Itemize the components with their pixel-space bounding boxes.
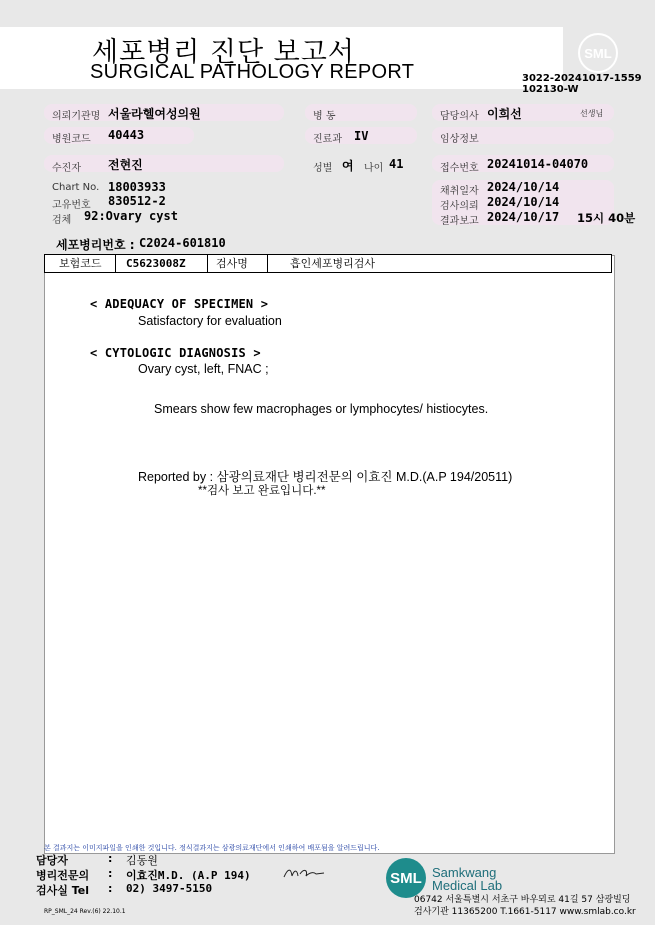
lab-logo: SML: [386, 858, 426, 898]
insurance-divider: [115, 255, 116, 272]
institution-label: 의뢰기관명: [52, 111, 101, 122]
result-label: 결과보고: [440, 216, 479, 227]
sex-value: 여: [342, 159, 354, 173]
institution-value: 서울라헬여성의원: [108, 107, 201, 121]
lab-address: 06742 서울특별시 서초구 바우뫼로 41길 57 삼광빌딩 검사기관 11365200 T.1661-5117 www.smlab.co.kr: [414, 895, 636, 917]
reported-by: Reported by : 삼광의료재단 병리전문의 이효진 M.D.(A.P 194/20511): [138, 470, 513, 484]
collect-value: 2024/10/14: [487, 180, 560, 194]
diagnosis-text: Ovary cyst, left, FNAC ;: [138, 362, 269, 376]
doctor-value: 이희선: [487, 107, 522, 121]
specimen-value: 92:Ovary cyst: [84, 209, 178, 223]
dept-value: IV: [354, 129, 369, 143]
document-id: 3022-20241017-1559 102130-W: [522, 73, 642, 95]
unique-label: 고유번호: [52, 200, 91, 211]
request-label: 검사의뢰: [440, 201, 479, 212]
cyto-number-label: 세포병리번호 :: [56, 238, 135, 252]
unique-value: 830512-2: [108, 194, 166, 208]
request-value: 2024/10/14: [487, 195, 560, 209]
report-title-korean: 세포병리 진단 보고서: [92, 37, 355, 68]
test-name-value: 흡인세포병리검사: [290, 257, 376, 270]
lab-name: Samkwang Medical Lab: [432, 865, 503, 893]
doctor-label: 담당의사: [440, 111, 479, 122]
insurance-divider: [207, 255, 208, 272]
insurance-code-value: C5623008Z: [126, 257, 186, 270]
specimen-label: 검체: [52, 215, 72, 226]
form-code: RP_SML_24 Rev.(6) 22.10.1: [44, 908, 126, 915]
cyto-number-value: C2024-601810: [139, 236, 226, 250]
adequacy-text: Satisfactory for evaluation: [138, 314, 282, 328]
manager-colon: :: [108, 852, 113, 865]
patient-label: 수진자: [52, 163, 81, 174]
insurance-divider: [267, 255, 268, 272]
diagnosis-heading: < CYTOLOGIC DIAGNOSIS >: [90, 346, 261, 360]
tel-value: 02) 3497-5150: [126, 882, 213, 895]
print-notice: 본 결과지는 이미지파일을 인쇄한 것입니다. 정식결과지는 삼광의료재단에서 인쇄하여 배포됨을 알려드립니다.: [44, 844, 380, 852]
insurance-row: [44, 254, 612, 273]
tel-label: 검사실 Tel: [36, 884, 89, 897]
receipt-label: 접수번호: [440, 163, 479, 174]
signature-image: [282, 864, 326, 880]
result-value: 2024/10/17: [487, 210, 560, 224]
report-complete: **검사 보고 완료입니다.**: [198, 485, 326, 497]
chart-label: Chart No.: [52, 182, 100, 193]
tel-colon: :: [108, 882, 113, 895]
clinical-label: 임상정보: [440, 134, 479, 145]
report-body: [44, 255, 615, 854]
doctor-suffix: 선생님: [580, 109, 604, 118]
dept-label: 진료과: [313, 134, 342, 145]
result-time: 15시 40분: [577, 211, 636, 225]
sex-label: 성별: [313, 163, 333, 174]
ward-label: 병 동: [313, 111, 336, 122]
adequacy-heading: < ADEQUACY OF SPECIMEN >: [90, 297, 269, 311]
collect-label: 채취일자: [440, 186, 479, 197]
insurance-code-label: 보험코드: [59, 257, 102, 270]
finding-text: Smears show few macrophages or lymphocytes/ histiocytes.: [154, 402, 489, 416]
age-label: 나이: [364, 163, 384, 174]
receipt-value: 20241014-04070: [487, 157, 589, 171]
pathologist-label: 병리전문의: [36, 869, 90, 882]
test-name-label: 검사명: [216, 257, 248, 270]
age-value: 41: [389, 157, 404, 171]
hospital-code-value: 40443: [108, 128, 145, 142]
pathologist-colon: :: [108, 867, 113, 880]
hospital-code-label: 병원코드: [52, 134, 91, 145]
report-title-english: SURGICAL PATHOLOGY REPORT: [90, 61, 415, 83]
sml-logo: SML: [578, 33, 618, 73]
patient-value: 전현진: [108, 158, 143, 172]
manager-label: 담당자: [36, 854, 68, 867]
manager-value: 김동원: [126, 854, 158, 867]
chart-value: 18003933: [108, 180, 166, 194]
pathologist-value: 이효진M.D. (A.P 194): [126, 869, 251, 882]
